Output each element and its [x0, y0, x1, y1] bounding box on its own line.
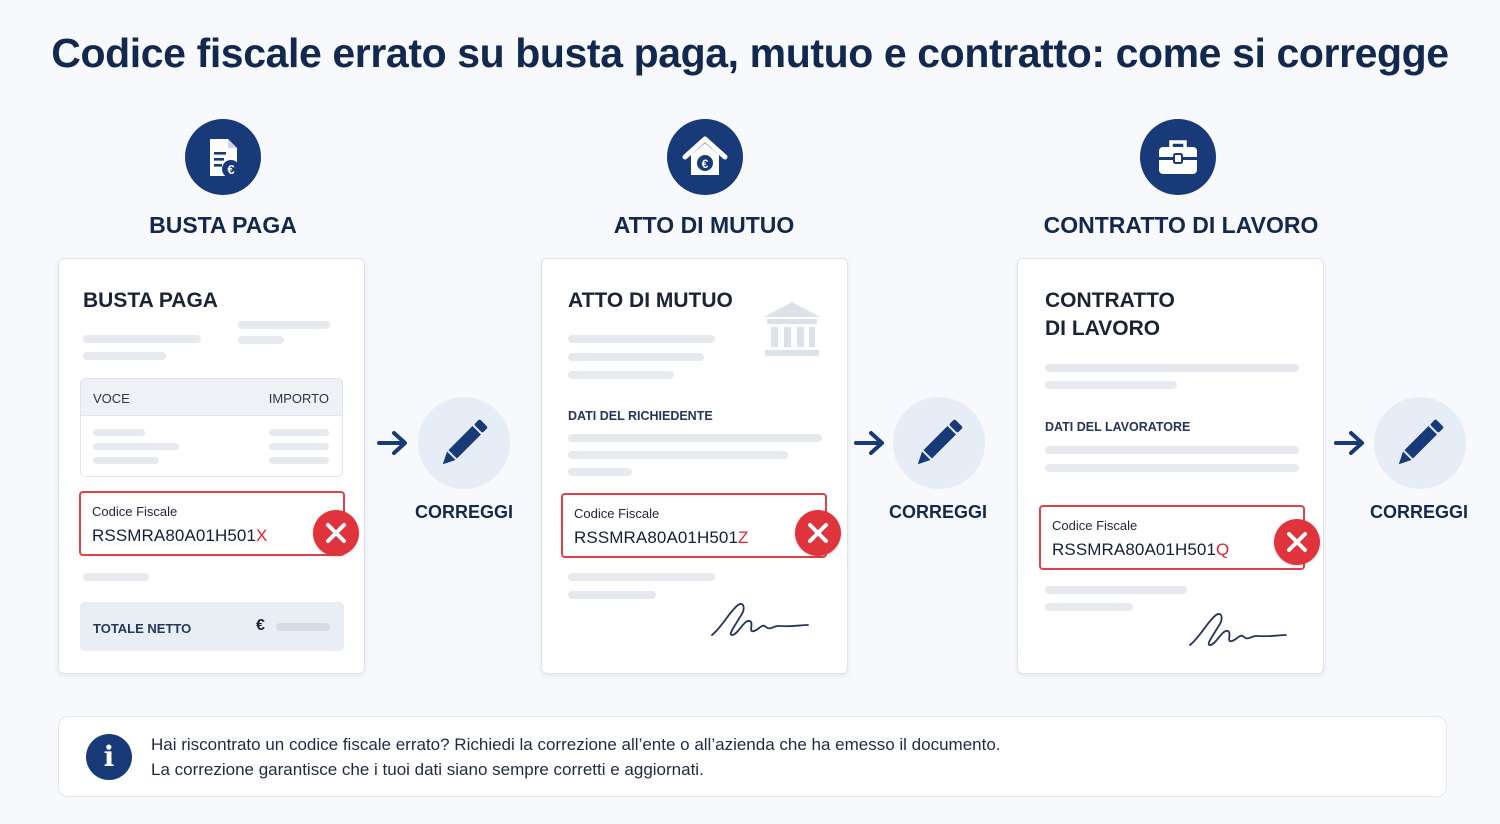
placeholder-line: [568, 451, 788, 459]
signature-icon: [708, 595, 812, 645]
codice-fiscale-field: [561, 493, 827, 558]
placeholder-line: [1045, 446, 1299, 454]
arrow-right-icon: [853, 428, 887, 458]
section-label-dati-lavoratore: DATI DEL LAVORATORE: [1045, 420, 1191, 434]
card-title-line2: DI LAVORO: [1045, 317, 1161, 340]
table-row-placeholder: [269, 443, 329, 450]
placeholder-line: [1045, 586, 1187, 594]
placeholder-line: [568, 468, 632, 476]
placeholder-line: [1045, 464, 1299, 472]
card-title: [1045, 287, 1175, 343]
column-heading-busta-paga: BUSTA PAGA: [149, 212, 297, 238]
table-header: [81, 379, 342, 416]
arrow-right-icon: [1333, 428, 1367, 458]
correggi-label[interactable]: CORREGGI: [414, 502, 513, 522]
error-x-icon: [1274, 519, 1320, 565]
atto-di-mutuo-card: [541, 258, 848, 674]
edit-pencil-icon[interactable]: [1374, 397, 1466, 489]
placeholder-line: [1045, 364, 1299, 372]
column-header-voce: VOCE: [93, 391, 130, 406]
placeholder-line: [238, 336, 284, 344]
amount-placeholder: [276, 623, 330, 631]
error-x-icon: [313, 510, 359, 556]
column-heading-atto-di-mutuo: ATTO DI MUTUO: [613, 212, 795, 238]
briefcase-icon: [1140, 119, 1216, 195]
codice-fiscale-value: RSSMRA80A01H501Z: [574, 528, 749, 547]
column-header-importo: IMPORTO: [268, 391, 329, 406]
info-icon: i: [86, 734, 132, 780]
placeholder-line: [568, 371, 674, 379]
column-heading-contratto-di-lavoro: CONTRATTO DI LAVORO: [1043, 212, 1319, 238]
payslip-table: [80, 378, 343, 477]
placeholder-line: [83, 573, 149, 581]
card-title: ATTO DI MUTUO: [568, 289, 733, 312]
bank-building-icon: [761, 299, 823, 359]
payslip-euro-icon: [185, 119, 261, 195]
placeholder-line: [568, 434, 822, 442]
codice-fiscale-label: Codice Fiscale: [574, 506, 660, 521]
svg-text:€: €: [701, 157, 709, 171]
table-row-placeholder: [269, 429, 329, 436]
error-character: Q: [1216, 540, 1230, 559]
error-character: X: [256, 526, 268, 545]
edit-pencil-icon[interactable]: [893, 397, 985, 489]
codice-fiscale-field: [1039, 505, 1305, 570]
placeholder-line: [1045, 603, 1133, 611]
table-row-placeholder: [93, 429, 145, 436]
table-row-placeholder: [93, 457, 159, 464]
placeholder-line: [568, 573, 715, 581]
busta-paga-card: [58, 258, 365, 674]
info-text-line2: La correzione garantisce che i tuoi dati siano sempre corretti e aggiornati.: [151, 760, 704, 779]
error-character: Z: [738, 528, 749, 547]
placeholder-line: [1045, 381, 1177, 389]
svg-text:€: €: [227, 162, 235, 177]
card-title: BUSTA PAGA: [83, 289, 218, 312]
totale-netto-label: TOTALE NETTO: [93, 621, 192, 636]
codice-fiscale-label: Codice Fiscale: [92, 504, 178, 519]
codice-fiscale-value: RSSMRA80A01H501X: [92, 526, 268, 545]
table-row-placeholder: [93, 443, 179, 450]
card-title-line1: CONTRATTO: [1045, 289, 1175, 312]
house-euro-icon: [667, 119, 743, 195]
codice-fiscale-value: RSSMRA80A01H501Q: [1052, 540, 1230, 559]
codice-fiscale-field: [79, 491, 345, 556]
contratto-di-lavoro-card: [1017, 258, 1324, 674]
section-label-dati-richiedente: DATI DEL RICHIEDENTE: [568, 409, 713, 423]
totale-netto-row: [80, 602, 344, 651]
placeholder-line: [568, 591, 656, 599]
correggi-label[interactable]: CORREGGI: [888, 502, 987, 522]
table-row-placeholder: [269, 457, 329, 464]
placeholder-line: [568, 353, 704, 361]
edit-pencil-icon[interactable]: [418, 397, 510, 489]
placeholder-line: [83, 335, 201, 343]
placeholder-line: [238, 321, 330, 329]
euro-symbol: €: [256, 617, 265, 634]
codice-fiscale-label: Codice Fiscale: [1052, 518, 1138, 533]
page-title: Codice fiscale errato su busta paga, mutuo e contratto: come si corregge: [51, 30, 1449, 76]
arrow-right-icon: [376, 428, 410, 458]
signature-icon: [1186, 605, 1290, 655]
info-panel: [58, 716, 1447, 797]
info-text-line1: Hai riscontrato un codice fiscale errato? Richiedi la correzione all’ente o all’azienda che ha emesso il documento.: [151, 735, 1001, 754]
error-x-icon: [795, 510, 841, 556]
placeholder-line: [568, 335, 715, 343]
correggi-label[interactable]: CORREGGI: [1369, 502, 1468, 522]
placeholder-line: [83, 352, 166, 360]
